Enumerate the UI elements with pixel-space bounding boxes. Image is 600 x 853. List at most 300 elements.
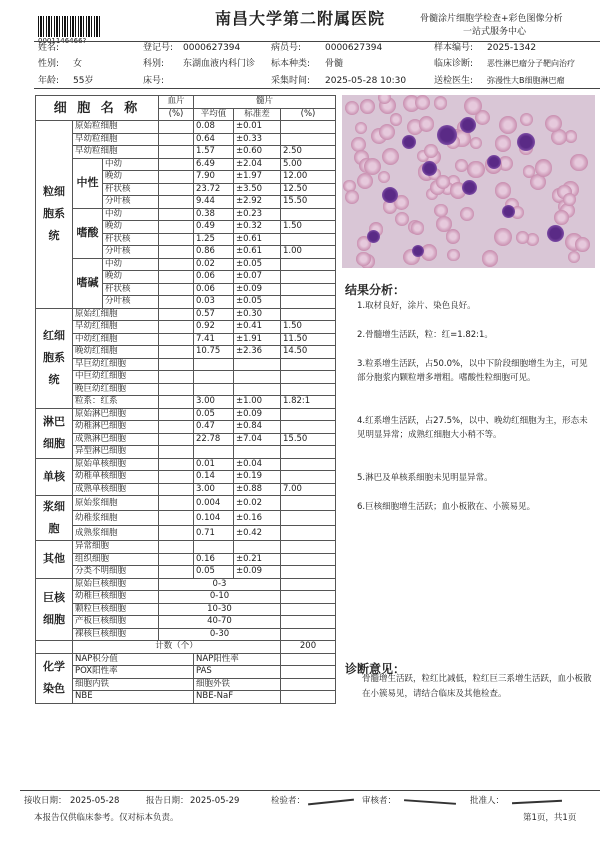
- chem-name-2: PAS: [194, 666, 281, 679]
- chem-name: NBE: [73, 691, 194, 704]
- table-row: [36, 553, 336, 566]
- cell-sd: ±1.97: [234, 171, 281, 184]
- cell-mean: 3.00: [194, 396, 234, 409]
- reg-value: 0000627394: [183, 43, 241, 53]
- cell-sd: ±0.30: [234, 308, 281, 321]
- cell-value: [281, 296, 336, 309]
- table-row: [36, 483, 336, 496]
- chem-name: POX阳性率: [73, 666, 194, 679]
- result-item: 3.粒系增生活跃，占50.0%，以中下阶段细胞增生为主，可见部分胞浆内颗粒增多增粗。嗜酸性粒细胞可见。: [357, 359, 588, 383]
- cell-blood-pct: [159, 433, 194, 446]
- cell-mean: 0.06: [194, 283, 234, 296]
- red-cell: [563, 193, 576, 206]
- table-row: [36, 158, 336, 171]
- cell-blood-pct: [159, 408, 194, 421]
- cell-sd: ±0.61: [234, 233, 281, 246]
- table-row: [36, 408, 336, 421]
- result-item: 5.淋巴及单核系细胞未见明显异常。: [357, 473, 493, 483]
- page-number: 第1页，共1页: [523, 813, 577, 823]
- mega-name: 产板巨核细胞: [73, 616, 159, 629]
- cell-name: 组织细胞: [73, 553, 159, 566]
- table-row: [36, 333, 336, 346]
- red-cell: [464, 97, 482, 115]
- red-cell: [424, 144, 438, 158]
- cell-value: [281, 308, 336, 321]
- cell-blood-pct: [159, 246, 194, 259]
- table-row: [36, 133, 336, 146]
- nucleated-cell: [460, 117, 476, 133]
- cell-name: 晚幼: [103, 171, 159, 184]
- table-row: [36, 541, 336, 554]
- group-other: 其他: [36, 541, 73, 579]
- cell-blood-pct: [159, 511, 194, 526]
- cell-value: 15.50: [281, 196, 336, 209]
- cell-name: 分叶核: [103, 196, 159, 209]
- reviewer-label: 审核者：: [362, 796, 397, 806]
- table-row: [36, 371, 336, 384]
- red-cell: [455, 159, 468, 172]
- cell-sd: ±0.41: [234, 321, 281, 334]
- table-row: [36, 208, 336, 221]
- table-row: [36, 496, 336, 511]
- tester-signature: [308, 799, 354, 806]
- cell-name: 杆状核: [103, 183, 159, 196]
- cell-blood-pct: [159, 333, 194, 346]
- cell-blood-pct: [159, 458, 194, 471]
- group-mega: 巨核细胞: [36, 578, 73, 641]
- table-title-cell: 细 胞 名 称: [36, 96, 159, 121]
- chem-name-2: NAP阳性率: [194, 653, 281, 666]
- time-label: 采集时间:: [271, 76, 311, 86]
- cell-value: [281, 233, 336, 246]
- cell-mean: 0.14: [194, 471, 234, 484]
- chem-row: [36, 653, 336, 666]
- sample-label: 样本编号:: [434, 43, 474, 53]
- cell-value: 15.50: [281, 433, 336, 446]
- report-subtitle-2: 一站式服务中心: [463, 27, 527, 37]
- cell-sd: ±0.09: [234, 283, 281, 296]
- group-gran: 粒细胞系统: [36, 121, 73, 309]
- mega-name: 颗粒巨核细胞: [73, 603, 159, 616]
- table-row: [36, 308, 336, 321]
- cell-value: [281, 511, 336, 526]
- cell-name: 中幼: [103, 208, 159, 221]
- cell-value: [281, 496, 336, 511]
- doctor-value: 弥漫性大B细胞淋巴瘤: [487, 76, 565, 85]
- red-cell: [575, 237, 590, 252]
- barcode-number: 0001146466?: [38, 37, 87, 45]
- mega-row: [36, 578, 336, 591]
- mega-range: 0-30: [159, 628, 281, 641]
- cell-mean: 0.47: [194, 421, 234, 434]
- cell-sd: ±0.01: [234, 121, 281, 134]
- diagnosis-text: 骨髓增生活跃，粒红比减低，粒红巨三系增生活跃，血小板散在小簇易见，请结合临床及其他检查。: [362, 674, 592, 699]
- count-value: 200: [281, 641, 336, 654]
- result-title: 结果分析：: [345, 283, 406, 297]
- cell-blood-pct: [159, 496, 194, 511]
- cell-sd: ±0.05: [234, 258, 281, 271]
- cell-sd: ±1.00: [234, 396, 281, 409]
- count-label: 计数（个）: [73, 641, 281, 654]
- specimen-value: 骨髓: [325, 59, 344, 69]
- group-chem: 化学染色: [36, 653, 73, 703]
- cell-mean: 23.72: [194, 183, 234, 196]
- nucleated-cell: [462, 180, 477, 195]
- red-cell: [434, 204, 447, 217]
- nucleated-cell: [422, 161, 437, 176]
- report-subtitle: 骨髓涂片细胞学检查+彩色图像分析: [420, 14, 563, 24]
- cell-blood-pct: [159, 321, 194, 334]
- cell-value: 1.82:1: [281, 396, 336, 409]
- chem-row: [36, 691, 336, 704]
- cell-name: 原始单核细胞: [73, 458, 159, 471]
- cell-mean: 0.004: [194, 496, 234, 511]
- red-cell: [495, 182, 511, 198]
- cell-sd: ±0.16: [234, 511, 281, 526]
- subgroup-neut: 中性: [73, 158, 103, 208]
- cell-mean: 0.38: [194, 208, 234, 221]
- cell-blood-pct: [159, 258, 194, 271]
- header-pct2: (%): [281, 108, 336, 121]
- cell-blood-pct: [159, 158, 194, 171]
- cell-count-table: [35, 95, 336, 704]
- cell-mean: 0.71: [194, 526, 234, 541]
- red-cell: [379, 124, 395, 140]
- doctor-label: 送检医生:: [434, 76, 474, 86]
- cell-mean: 0.64: [194, 133, 234, 146]
- cell-mean: 0.57: [194, 308, 234, 321]
- cell-blood-pct: [159, 483, 194, 496]
- case-label: 病员号:: [271, 43, 302, 53]
- cell-blood-pct: [159, 383, 194, 396]
- chem-row: [36, 666, 336, 679]
- red-cell: [470, 137, 482, 149]
- cell-value: [281, 526, 336, 541]
- count-blank: [36, 641, 73, 654]
- cell-name: 晚巨幼红细胞: [73, 383, 159, 396]
- cell-blood-pct: [159, 221, 194, 234]
- nucleated-cell: [487, 155, 501, 169]
- red-cell: [436, 175, 450, 189]
- cell-value: 12.50: [281, 183, 336, 196]
- cell-value: [281, 408, 336, 421]
- red-cell: [495, 135, 511, 151]
- table-row: [36, 566, 336, 579]
- cell-blood-pct: [159, 121, 194, 134]
- approver-label: 批准人：: [470, 796, 505, 806]
- cell-sd: ±1.91: [234, 333, 281, 346]
- chem-name-2: 细胞外铁: [194, 678, 281, 691]
- table-row: [36, 458, 336, 471]
- cell-blood-pct: [159, 146, 194, 159]
- age-label: 年龄:: [38, 76, 60, 86]
- header-mean: 平均值: [194, 108, 234, 121]
- red-cell: [355, 122, 367, 134]
- smear-image: [342, 95, 595, 268]
- red-cell: [545, 115, 562, 132]
- bed-label: 床号:: [143, 76, 165, 86]
- chem-value: [281, 678, 336, 691]
- cell-name: 分类不明细胞: [73, 566, 159, 579]
- red-cell: [447, 249, 460, 262]
- red-cell: [570, 154, 587, 171]
- cell-name: 晚幼: [103, 271, 159, 284]
- table-row: [36, 346, 336, 359]
- cell-value: [281, 371, 336, 384]
- nucleated-cell: [382, 187, 398, 203]
- cell-value: [281, 121, 336, 134]
- cell-sd: ±0.05: [234, 296, 281, 309]
- age-value: 55岁: [73, 76, 94, 86]
- red-cell: [378, 171, 391, 184]
- red-cell: [345, 101, 359, 115]
- cell-value: [281, 358, 336, 371]
- mega-range: 0-10: [159, 591, 281, 604]
- red-cell: [356, 252, 371, 267]
- barcode: [38, 16, 102, 37]
- cell-blood-pct: [159, 196, 194, 209]
- cell-blood-pct: [159, 471, 194, 484]
- cell-value: [281, 258, 336, 271]
- mega-name: 裸核巨核细胞: [73, 628, 159, 641]
- table-row: [36, 321, 336, 334]
- table-row: [36, 471, 336, 484]
- group-lym: 淋巴细胞: [36, 408, 73, 458]
- cell-value: 5.00: [281, 158, 336, 171]
- disclaimer: 本报告仅供临床参考。仅对标本负责。: [34, 813, 179, 823]
- cell-sd: ±2.04: [234, 158, 281, 171]
- mega-value: [281, 603, 336, 616]
- cell-value: [281, 541, 336, 554]
- red-cell: [499, 116, 517, 134]
- result-item: 2.骨髓增生活跃，粒：红=1.82:1。: [357, 330, 493, 340]
- tester-label: 检验者：: [271, 796, 306, 806]
- nucleated-cell: [502, 205, 515, 218]
- cell-mean: [194, 371, 234, 384]
- cell-name: 中幼红细胞: [73, 333, 159, 346]
- red-cell: [467, 161, 484, 178]
- cell-name: 早巨幼红细胞: [73, 358, 159, 371]
- cell-blood-pct: [159, 283, 194, 296]
- red-cell: [460, 207, 474, 221]
- cell-sd: ±0.09: [234, 408, 281, 421]
- cell-name: 晚幼: [103, 221, 159, 234]
- cell-blood-pct: [159, 271, 194, 284]
- mega-range: 40-70: [159, 616, 281, 629]
- cell-value: 11.50: [281, 333, 336, 346]
- cell-sd: ±0.23: [234, 208, 281, 221]
- cell-name: 原始浆细胞: [73, 496, 159, 511]
- cell-sd: ±0.04: [234, 458, 281, 471]
- cell-name: 原始红细胞: [73, 308, 159, 321]
- report-label: 报告日期：: [146, 796, 189, 806]
- cell-sd: [234, 371, 281, 384]
- report-date: 2025-05-29: [190, 796, 240, 806]
- specimen-label: 标本种类:: [271, 59, 311, 69]
- hospital-title: 南昌大学第二附属医院: [214, 9, 385, 28]
- cell-name: 成熟淋巴细胞: [73, 433, 159, 446]
- red-cell: [360, 99, 375, 114]
- red-cell: [535, 159, 553, 177]
- cell-mean: 1.57: [194, 146, 234, 159]
- dept-value: 东湖血液内科门诊: [183, 59, 256, 69]
- table-row: [36, 446, 336, 459]
- cell-mean: [194, 446, 234, 459]
- diagnosis-title: 诊断意见：: [345, 662, 406, 676]
- red-cell: [554, 210, 569, 225]
- cell-count-table-wrap: [35, 95, 336, 704]
- table-row: [36, 383, 336, 396]
- sample-value: 2025-1342: [487, 43, 537, 53]
- mega-name: 原始巨核细胞: [73, 578, 159, 591]
- received-date: 2025-05-28: [70, 796, 120, 806]
- cell-mean: 0.01: [194, 458, 234, 471]
- cell-sd: ±2.92: [234, 196, 281, 209]
- cell-mean: 0.49: [194, 221, 234, 234]
- red-cell: [419, 116, 434, 131]
- cell-value: [281, 283, 336, 296]
- cell-name: 中幼: [103, 158, 159, 171]
- cell-name: 幼稚单核细胞: [73, 471, 159, 484]
- cell-value: [281, 208, 336, 221]
- red-cell: [395, 212, 409, 226]
- red-cell: [494, 228, 512, 246]
- cell-sd: ±0.32: [234, 221, 281, 234]
- cell-name: 原始粒细胞: [73, 121, 159, 134]
- cell-mean: 1.25: [194, 233, 234, 246]
- cell-value: 7.00: [281, 483, 336, 496]
- cell-mean: 7.90: [194, 171, 234, 184]
- cell-blood-pct: [159, 421, 194, 434]
- cell-name: 分叶核: [103, 246, 159, 259]
- chem-value: [281, 691, 336, 704]
- cell-blood-pct: [159, 171, 194, 184]
- cell-mean: 0.05: [194, 408, 234, 421]
- cell-name: 幼稚浆细胞: [73, 511, 159, 526]
- cell-name: 杆状核: [103, 233, 159, 246]
- cell-mean: 0.16: [194, 553, 234, 566]
- subgroup-baso: 嗜碱: [73, 258, 103, 308]
- count-row: [36, 641, 336, 654]
- cell-value: [281, 446, 336, 459]
- cell-blood-pct: [159, 346, 194, 359]
- cell-value: [281, 133, 336, 146]
- cell-mean: 9.44: [194, 196, 234, 209]
- cell-sd: ±0.61: [234, 246, 281, 259]
- cell-mean: 0.104: [194, 511, 234, 526]
- cell-name: 原始淋巴细胞: [73, 408, 159, 421]
- group-ery: 红细胞系统: [36, 308, 73, 408]
- red-cell: [520, 113, 533, 126]
- table-row: [36, 396, 336, 409]
- cell-blood-pct: [159, 296, 194, 309]
- mega-range: 10-30: [159, 603, 281, 616]
- cell-blood-pct: [159, 233, 194, 246]
- mega-range: 0-3: [159, 578, 281, 591]
- diag-value: 恶性淋巴瘤分子靶向治疗: [487, 59, 575, 68]
- chem-value: [281, 653, 336, 666]
- cell-value: 1.00: [281, 246, 336, 259]
- cell-mean: 0.05: [194, 566, 234, 579]
- header-marrow: 髓片: [194, 96, 336, 109]
- chem-name: 细胞内铁: [73, 678, 194, 691]
- cell-value: [281, 458, 336, 471]
- cell-name: 分叶核: [103, 296, 159, 309]
- table-row: [36, 358, 336, 371]
- nucleated-cell: [437, 125, 457, 145]
- cell-name: 异型淋巴细胞: [73, 446, 159, 459]
- approver-signature: [512, 800, 562, 805]
- subgroup-eos: 嗜酸: [73, 208, 103, 258]
- table-row: [36, 258, 336, 271]
- cell-value: [281, 271, 336, 284]
- dept-label: 科别:: [143, 59, 165, 69]
- cell-mean: 6.49: [194, 158, 234, 171]
- cell-mean: 0.92: [194, 321, 234, 334]
- sex-label: 性别:: [38, 59, 60, 69]
- red-cell: [446, 229, 461, 244]
- cell-blood-pct: [159, 526, 194, 541]
- mega-name: 幼稚巨核细胞: [73, 591, 159, 604]
- cell-blood-pct: [159, 566, 194, 579]
- mega-row: [36, 603, 336, 616]
- cell-blood-pct: [159, 396, 194, 409]
- table-row: [36, 433, 336, 446]
- cell-mean: 0.86: [194, 246, 234, 259]
- cell-sd: ±0.42: [234, 526, 281, 541]
- cell-name: 异常细胞: [73, 541, 159, 554]
- cell-name: 中幼: [103, 258, 159, 271]
- cell-name: 杆状核: [103, 283, 159, 296]
- cell-sd: ±0.88: [234, 483, 281, 496]
- cell-sd: [234, 383, 281, 396]
- cell-mean: 10.75: [194, 346, 234, 359]
- name-label: 姓名:: [38, 43, 60, 53]
- cell-blood-pct: [159, 133, 194, 146]
- reviewer-signature: [404, 799, 456, 805]
- cell-sd: ±3.50: [234, 183, 281, 196]
- cell-mean: 0.06: [194, 271, 234, 284]
- cell-blood-pct: [159, 553, 194, 566]
- chem-value: [281, 666, 336, 679]
- cell-blood-pct: [159, 308, 194, 321]
- nucleated-cell: [412, 245, 424, 257]
- cell-name: 早幼粒细胞: [73, 146, 159, 159]
- cell-sd: ±0.19: [234, 471, 281, 484]
- cell-blood-pct: [159, 371, 194, 384]
- cell-sd: [234, 541, 281, 554]
- cell-value: [281, 383, 336, 396]
- nucleated-cell: [517, 133, 535, 151]
- cell-value: [281, 566, 336, 579]
- chem-name-2: NBE-NaF: [194, 691, 281, 704]
- cell-sd: ±0.33: [234, 133, 281, 146]
- table-row: [36, 146, 336, 159]
- mega-value: [281, 628, 336, 641]
- cell-value: [281, 421, 336, 434]
- cell-blood-pct: [159, 446, 194, 459]
- cell-mean: [194, 383, 234, 396]
- result-item: 4.红系增生活跃，占27.5%，以中、晚幼红细胞为主，形态未见明显异常；成熟红细胞大小稍不等。: [357, 416, 588, 440]
- table-row: [36, 511, 336, 526]
- cell-name: 成熟单核细胞: [73, 483, 159, 496]
- cell-sd: ±0.09: [234, 566, 281, 579]
- cell-name: 粒系：红系: [73, 396, 159, 409]
- mega-value: [281, 578, 336, 591]
- cell-mean: 0.02: [194, 258, 234, 271]
- cell-blood-pct: [159, 541, 194, 554]
- cell-blood-pct: [159, 358, 194, 371]
